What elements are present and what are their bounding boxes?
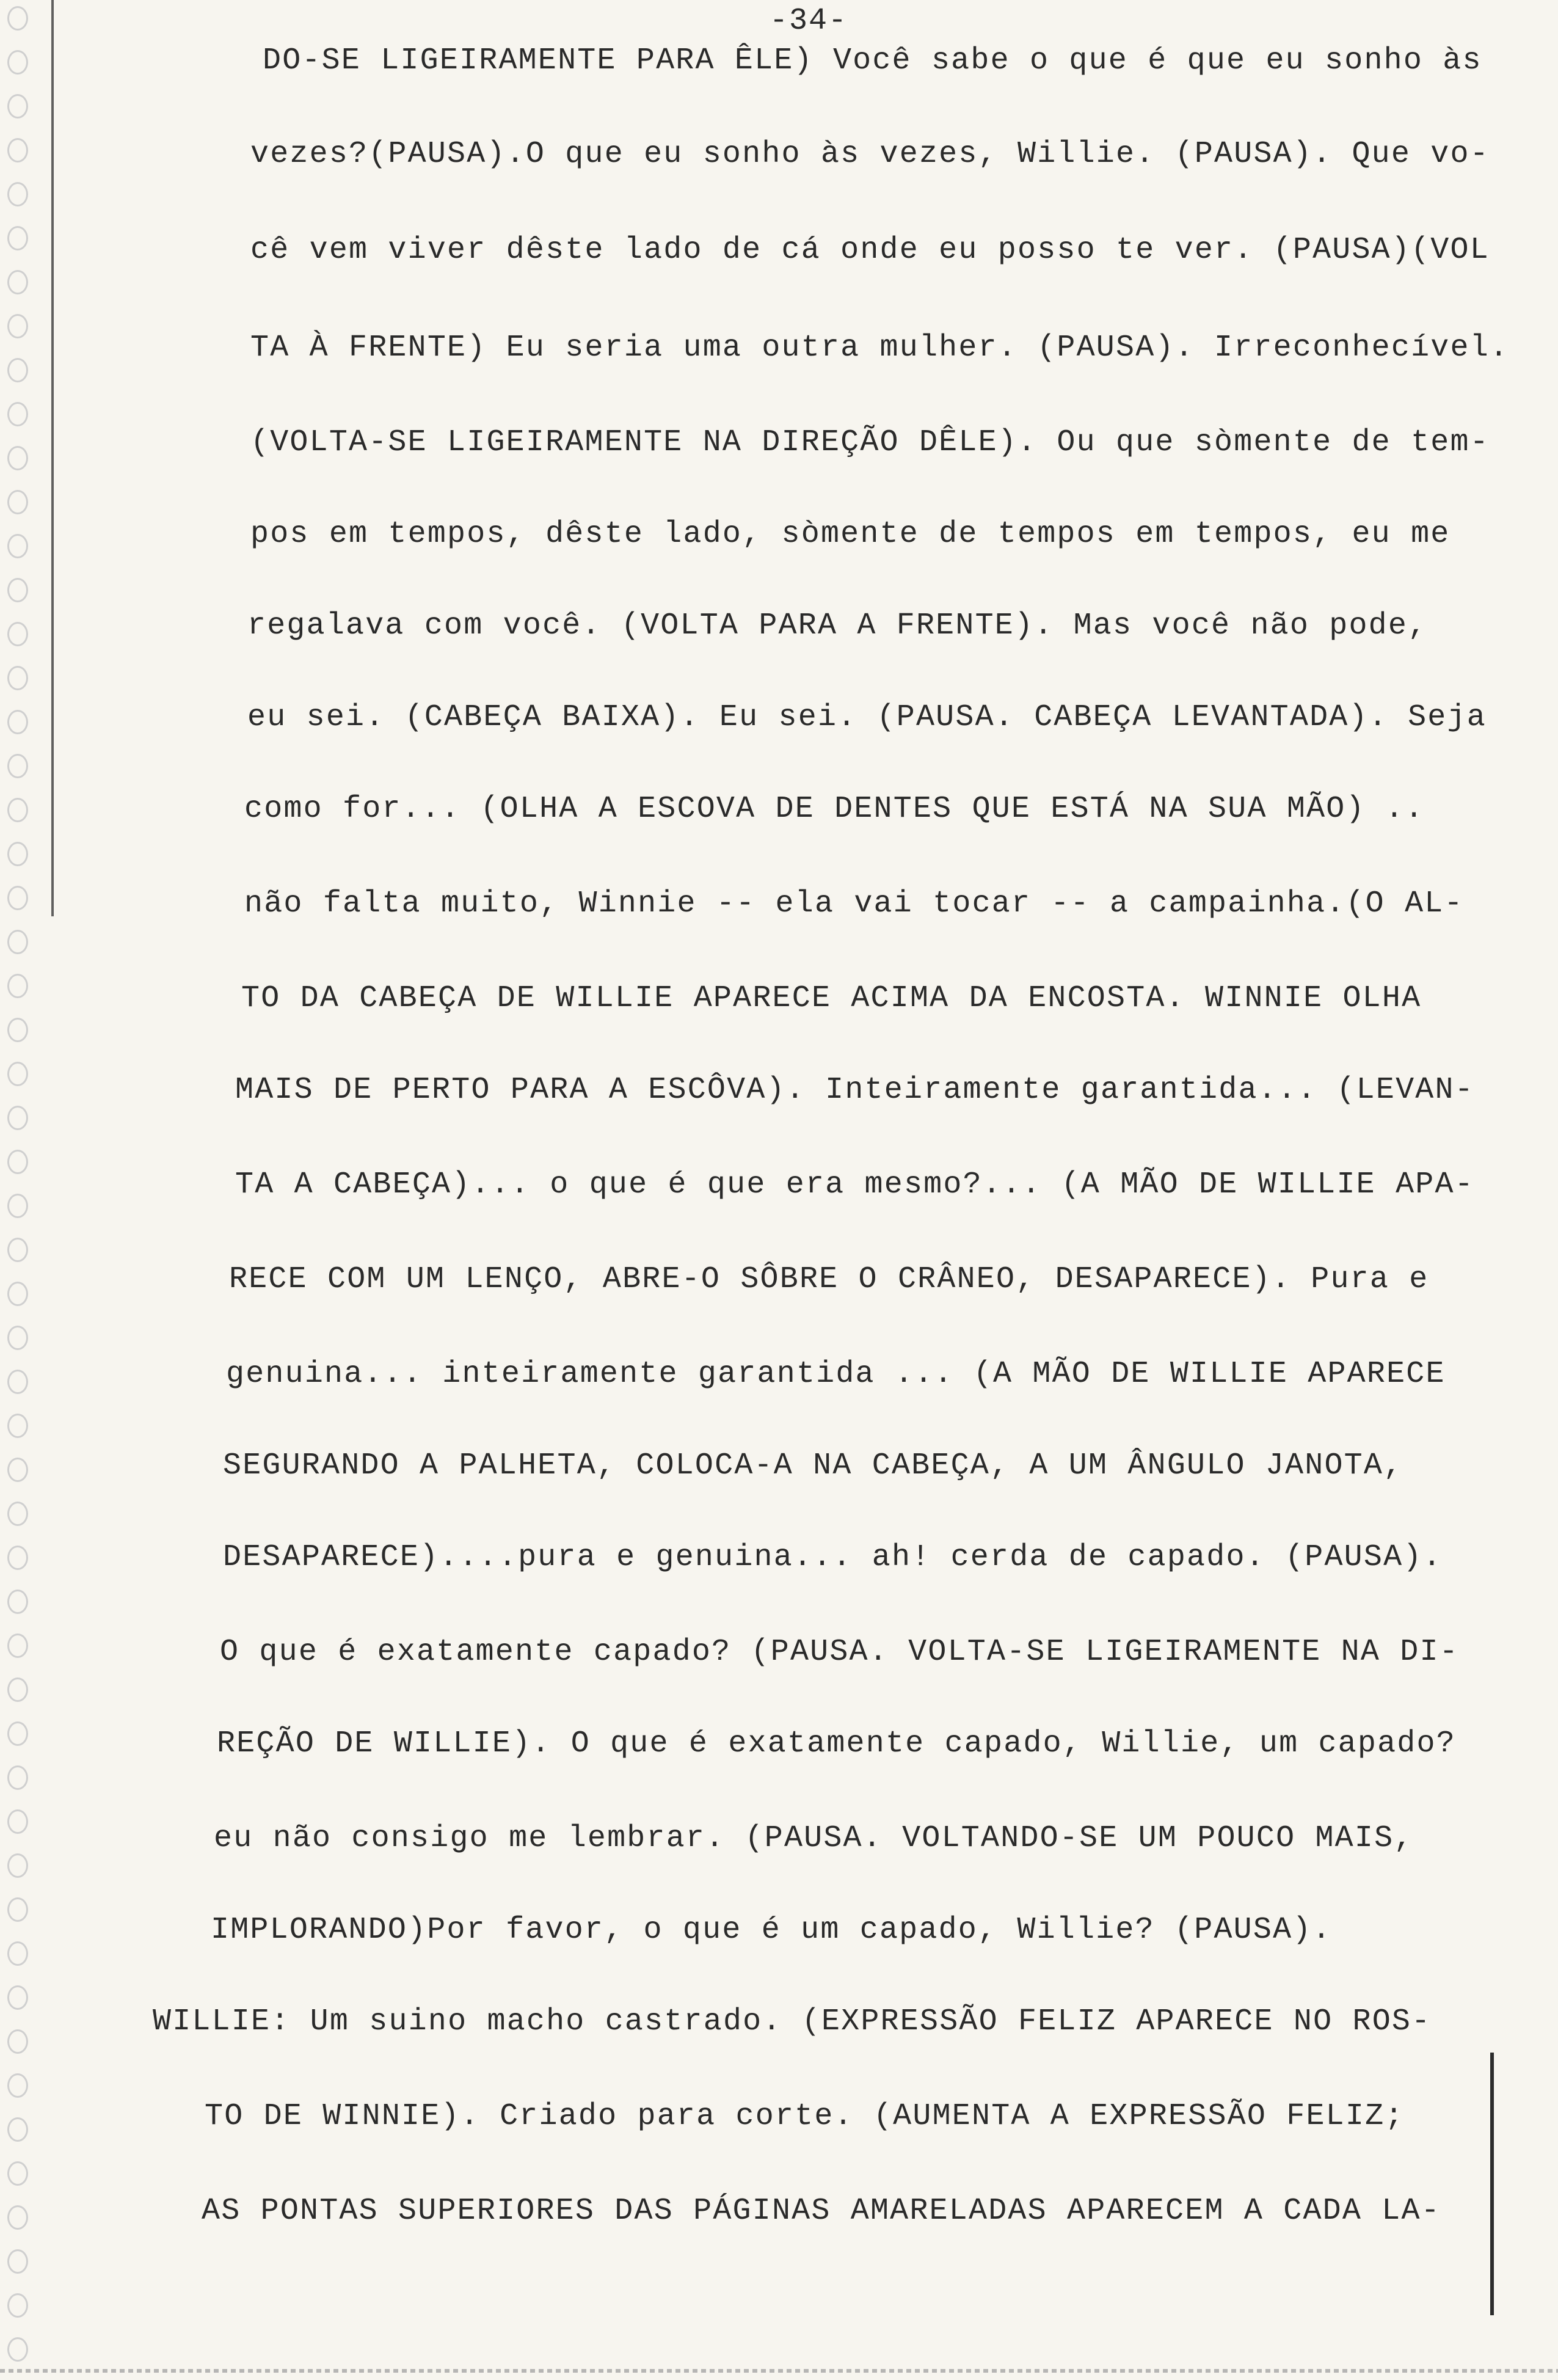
text-line: pos em tempos, dêste lado, sòmente de tempos em tempos, eu me [250,517,1451,552]
binding-hole [7,1765,28,1790]
binding-hole [7,2293,28,2318]
binding-hole [7,1677,28,1702]
binding-hole [7,490,28,514]
binding-hole [7,710,28,734]
binding-hole [7,1150,28,1174]
binding-hole [7,358,28,382]
text-line: RECE COM UM LENÇO, ABRE-O SÔBRE O CRÂNEO, DESAPARECE). Pura e [229,1262,1429,1297]
binding-hole [7,1238,28,1262]
text-line: TA A CABEÇA)... o que é que era mesmo?... (A MÃO DE WILLIE APA- [235,1167,1474,1202]
binding-hole [7,754,28,778]
text-line: MAIS DE PERTO PARA A ESCÔVA). Inteiramente garantida... (LEVAN- [235,1073,1474,1108]
binding-hole [7,974,28,998]
binding-hole [7,798,28,822]
text-line: IMPLORANDO)Por favor, o que é um capado, Willie? (PAUSA). [211,1913,1332,1947]
binding-hole [7,1062,28,1086]
binding-hole [7,1282,28,1306]
binding-hole [7,622,28,646]
perforated-bottom-edge [0,2369,1558,2373]
binding-hole [7,1326,28,1350]
binding-hole [7,314,28,338]
binding-hole [7,270,28,294]
binding-hole [7,886,28,910]
binding-hole [7,2073,28,2098]
binding-hole [7,2249,28,2274]
binding-hole [7,402,28,426]
margin-rule [1490,2053,1494,2315]
binding-hole [7,2337,28,2362]
binding-hole [7,1941,28,1966]
text-line: AS PONTAS SUPERIORES DAS PÁGINAS AMARELADAS APARECEM A CADA LA- [202,2194,1441,2229]
binding-hole [7,1897,28,1922]
binding-hole [7,50,28,75]
speaker-line: WILLIE: Um suino macho castrado. (EXPRESSÃO FELIZ APARECE NO ROS- [153,2004,1432,2039]
binding-hole [7,1590,28,1614]
text-line: genuina... inteiramente garantida ... (A MÃO DE WILLIE APARECE [226,1357,1446,1392]
text-line: DO-SE LIGEIRAMENTE PARA ÊLE) Você sabe o que é que eu sonho às [263,43,1482,78]
text-line: não falta muito, Winnie -- ela vai tocar -- a campainha.(O AL- [244,886,1464,921]
binding-hole [7,94,28,119]
text-line: DESAPARECE)....pura e genuina... ah! cerda de capado. (PAUSA). [223,1540,1443,1575]
text-line: regalava com você. (VOLTA PARA A FRENTE). Mas você não pode, [247,608,1428,643]
text-line: como for... (OLHA A ESCOVA DE DENTES QUE ESTÁ NA SUA MÃO) .. [244,792,1425,827]
binding-hole [7,1809,28,1834]
binding-hole [7,1634,28,1658]
binding-hole [7,6,28,31]
binding-hole [7,1721,28,1746]
binding-hole [7,2117,28,2142]
binding-hole [7,1502,28,1526]
text-line: REÇÃO DE WILLIE). O que é exatamente capado, Willie, um capado? [217,1726,1456,1761]
binding-hole [7,842,28,866]
binding-hole [7,1414,28,1438]
binding-edge-line [51,0,54,916]
binding-hole [7,226,28,250]
binding-hole [7,2161,28,2186]
binding-hole [7,138,28,162]
text-line: TO DE WINNIE). Criado para corte. (AUMENTA A EXPRESSÃO FELIZ; [205,2099,1405,2134]
text-line: eu não consigo me lembrar. (PAUSA. VOLTANDO-SE UM POUCO MAIS, [214,1821,1414,1856]
binding-hole [7,2029,28,2054]
text-line: vezes?(PAUSA).O que eu sonho às vezes, Willie. (PAUSA). Que vo- [250,137,1490,172]
binding-hole [7,1546,28,1570]
binding-hole [7,1018,28,1042]
binding-hole [7,1458,28,1482]
binding-hole [7,2205,28,2230]
text-line: SEGURANDO A PALHETA, COLOCA-A NA CABEÇA, A UM ÂNGULO JANOTA, [223,1448,1403,1483]
text-line: (VOLTA-SE LIGEIRAMENTE NA DIREÇÃO DÊLE). Ou que sòmente de tem- [250,425,1490,460]
text-line: eu sei. (CABEÇA BAIXA). Eu sei. (PAUSA. CABEÇA LEVANTADA). Seja [247,700,1487,735]
binding-hole [7,1370,28,1394]
binding-hole [7,578,28,602]
binding-hole [7,446,28,470]
text-line: cê vem viver dêste lado de cá onde eu posso te ver. (PAUSA)(VOL [250,233,1490,268]
binding-hole [7,1106,28,1130]
binding-hole [7,182,28,206]
text-line: O que é exatamente capado? (PAUSA. VOLTA-SE LIGEIRAMENTE NA DI- [220,1635,1459,1670]
binding-holes [0,0,49,2380]
text-line: TA À FRENTE) Eu seria uma outra mulher. (PAUSA). Irreconhecível. [250,330,1510,365]
binding-hole [7,1853,28,1878]
binding-hole [7,930,28,954]
binding-hole [7,534,28,558]
text-line: TO DA CABEÇA DE WILLIE APARECE ACIMA DA ENCOSTA. WINNIE OLHA [241,981,1422,1016]
binding-hole [7,1194,28,1218]
page-number: -34- [770,4,848,38]
binding-hole [7,666,28,690]
binding-hole [7,1985,28,2010]
